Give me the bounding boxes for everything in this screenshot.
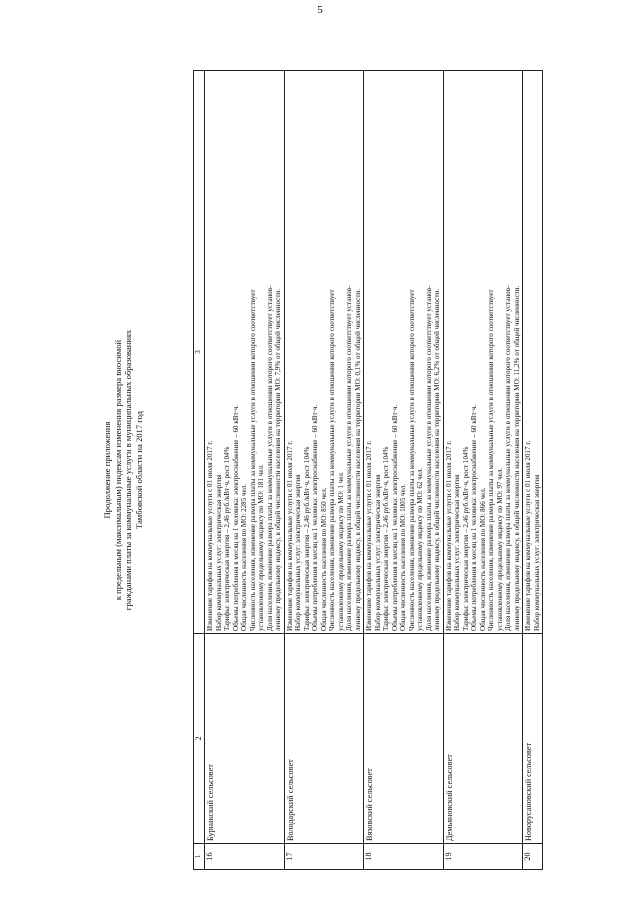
- description-line: Изменение тарифов на коммунальные услуги с 01 июля 2017 г.: [285, 440, 294, 631]
- description-line: Объемы потребления в месяц на 1 человека: электроснабжение – 60 кВт·ч.: [311, 404, 319, 631]
- description-line: Набор коммунальных услуг: электрическая энергия: [373, 474, 382, 631]
- description-line: Общая численность населения по МО: 2285 чел.: [240, 483, 248, 631]
- table-row: [364, 71, 444, 870]
- municipality-name: Володарский сельсовет: [284, 634, 364, 844]
- row-number: 19: [443, 844, 523, 870]
- municipality-name: Новорусановский сельсовет: [523, 634, 543, 844]
- description-line: Тарифы: электрическая энергия – 2,46 руб./кВт·ч, рост 104%: [461, 446, 470, 631]
- document-heading: [80, 70, 190, 870]
- municipality-name: Вязовский сельсовет: [364, 634, 444, 844]
- description-line: ленному предельному индексу, в общей численности населения на территории МО: 11,2% от общей численности.: [512, 285, 521, 631]
- description-line: Набор коммунальных услуг: электрическая энергия: [294, 474, 302, 631]
- description-line: Набор коммунальных услуг: электрическая энергия: [214, 474, 223, 631]
- description-line: Изменение тарифов на коммунальные услуги с 01 июля 2017 г.: [365, 440, 373, 631]
- description-line: Набор коммунальных услуг: электрическая энергия: [532, 474, 541, 631]
- table-row: [523, 71, 543, 870]
- description-line: ленному предельному индексу, в общей численности населения на территории МО: 6,2% от общей численности.: [433, 289, 441, 631]
- description-line: Численность населения, изменение размера платы за коммунальные услуги в отношении которого соответствует: [487, 289, 495, 631]
- column-header-2: 2: [194, 634, 205, 844]
- column-header-1: 1: [194, 844, 205, 870]
- description-line: Изменение тарифов на коммунальные услуги с 01 июля 2017 г.: [444, 440, 453, 631]
- description-line: Общая численность населения по МО: 1005 чел.: [399, 483, 407, 631]
- description-line: Набор коммунальных услуг: электрическая энергия: [453, 474, 461, 631]
- table-header-row: [194, 71, 205, 870]
- description-line: Доля населения, изменение размера платы за коммунальные услуги в отношении которого соответствует установ-: [265, 285, 274, 631]
- row-number: 16: [205, 844, 285, 870]
- table-body: [205, 71, 543, 870]
- description-line: Доля населения, изменение размера платы за коммунальные услуги в отношении которого соответствует установ-: [504, 285, 512, 631]
- description-line: Численность населения, изменение размера платы за коммунальные услуги в отношении которого соответствует: [328, 289, 336, 631]
- row-number: 18: [364, 844, 444, 870]
- description-line: установленному предельному индексу по МО: 62 чел.: [416, 467, 424, 631]
- description-line: Доля населения, изменение размера платы за коммунальные услуги в отношении которого соответствует установ-: [345, 285, 353, 631]
- municipality-name: Бурнакский сельсовет: [205, 634, 285, 844]
- row-number: 20: [523, 844, 543, 870]
- rotated-sheet: [80, 70, 600, 870]
- table-row: [443, 71, 523, 870]
- table-row: [205, 71, 285, 870]
- heading-line: к предельным (максимальным) индексам изменения размера вносимой: [112, 339, 123, 601]
- tariff-description: [205, 71, 285, 634]
- tariff-description: [443, 71, 523, 634]
- column-header-3: 3: [194, 71, 205, 634]
- table-row: [284, 71, 364, 870]
- description-line: Общая численность населения по МО: 850 чел.: [319, 487, 328, 631]
- tariff-description: [523, 71, 543, 634]
- heading-line: гражданами платы за коммунальные услуги в муниципальных образованиях: [123, 329, 134, 611]
- tariff-description: [284, 71, 364, 634]
- description-line: Тарифы: электрическая энергия – 2,46 руб./кВт·ч, рост 104%: [382, 446, 390, 631]
- description-line: Численность населения, изменение размера платы за коммунальные услуги в отношении которого соответствует: [248, 289, 257, 631]
- row-number: 17: [284, 844, 364, 870]
- description-line: Объемы потребления в месяц на 1 человека: электроснабжение – 60 кВт·ч.: [390, 404, 399, 631]
- municipality-name: Демьяновский сельсовет: [443, 634, 523, 844]
- description-line: Тарифы: электрическая энергия – 2,46 руб./кВт·ч, рост 104%: [302, 446, 311, 631]
- tariff-table: [193, 70, 543, 870]
- page-number: 5: [317, 4, 323, 16]
- heading-line: Тамбовской области на 2017 год: [133, 410, 144, 530]
- description-line: Общая численность населения по МО: 866 чел.: [478, 487, 487, 631]
- description-line: установленному предельному индексу по МО: 97 чел.: [495, 467, 504, 631]
- description-line: Тарифы: электрическая энергия – 2,46 руб./кВт·ч, рост 104%: [223, 446, 231, 631]
- description-line: ленному предельному индексу, в общей численности населения на территории МО: 7,9% от общей численности.: [274, 289, 282, 631]
- description-line: Объемы потребления в месяц на 1 человека: электроснабжение – 60 кВт·ч.: [231, 404, 240, 631]
- tariff-description: [364, 71, 444, 634]
- description-line: Численность населения, изменение размера платы за коммунальные услуги в отношении которого соответствует: [407, 289, 416, 631]
- description-line: Объемы потребления в месяц на 1 человека: электроснабжение – 60 кВт·ч.: [470, 404, 478, 631]
- description-line: Изменение тарифов на коммунальные услуги с 01 июля 2017 г.: [524, 440, 532, 631]
- description-line: установленному предельному индексу по МО: 181 чел.: [257, 464, 265, 631]
- heading-line: Продолжение приложения: [102, 421, 112, 519]
- description-line: Доля населения, изменение размера платы за коммунальные услуги в отношении которого соответствует установ-: [424, 285, 433, 631]
- description-line: ленному предельному индексу, в общей численности населения на территории МО: 0,1% от общей численности.: [353, 289, 362, 631]
- description-line: Изменение тарифов на коммунальные услуги с 01 июля 2017 г.: [206, 440, 214, 631]
- description-line: установленному предельному индексу по МО: 1 чел.: [336, 471, 345, 631]
